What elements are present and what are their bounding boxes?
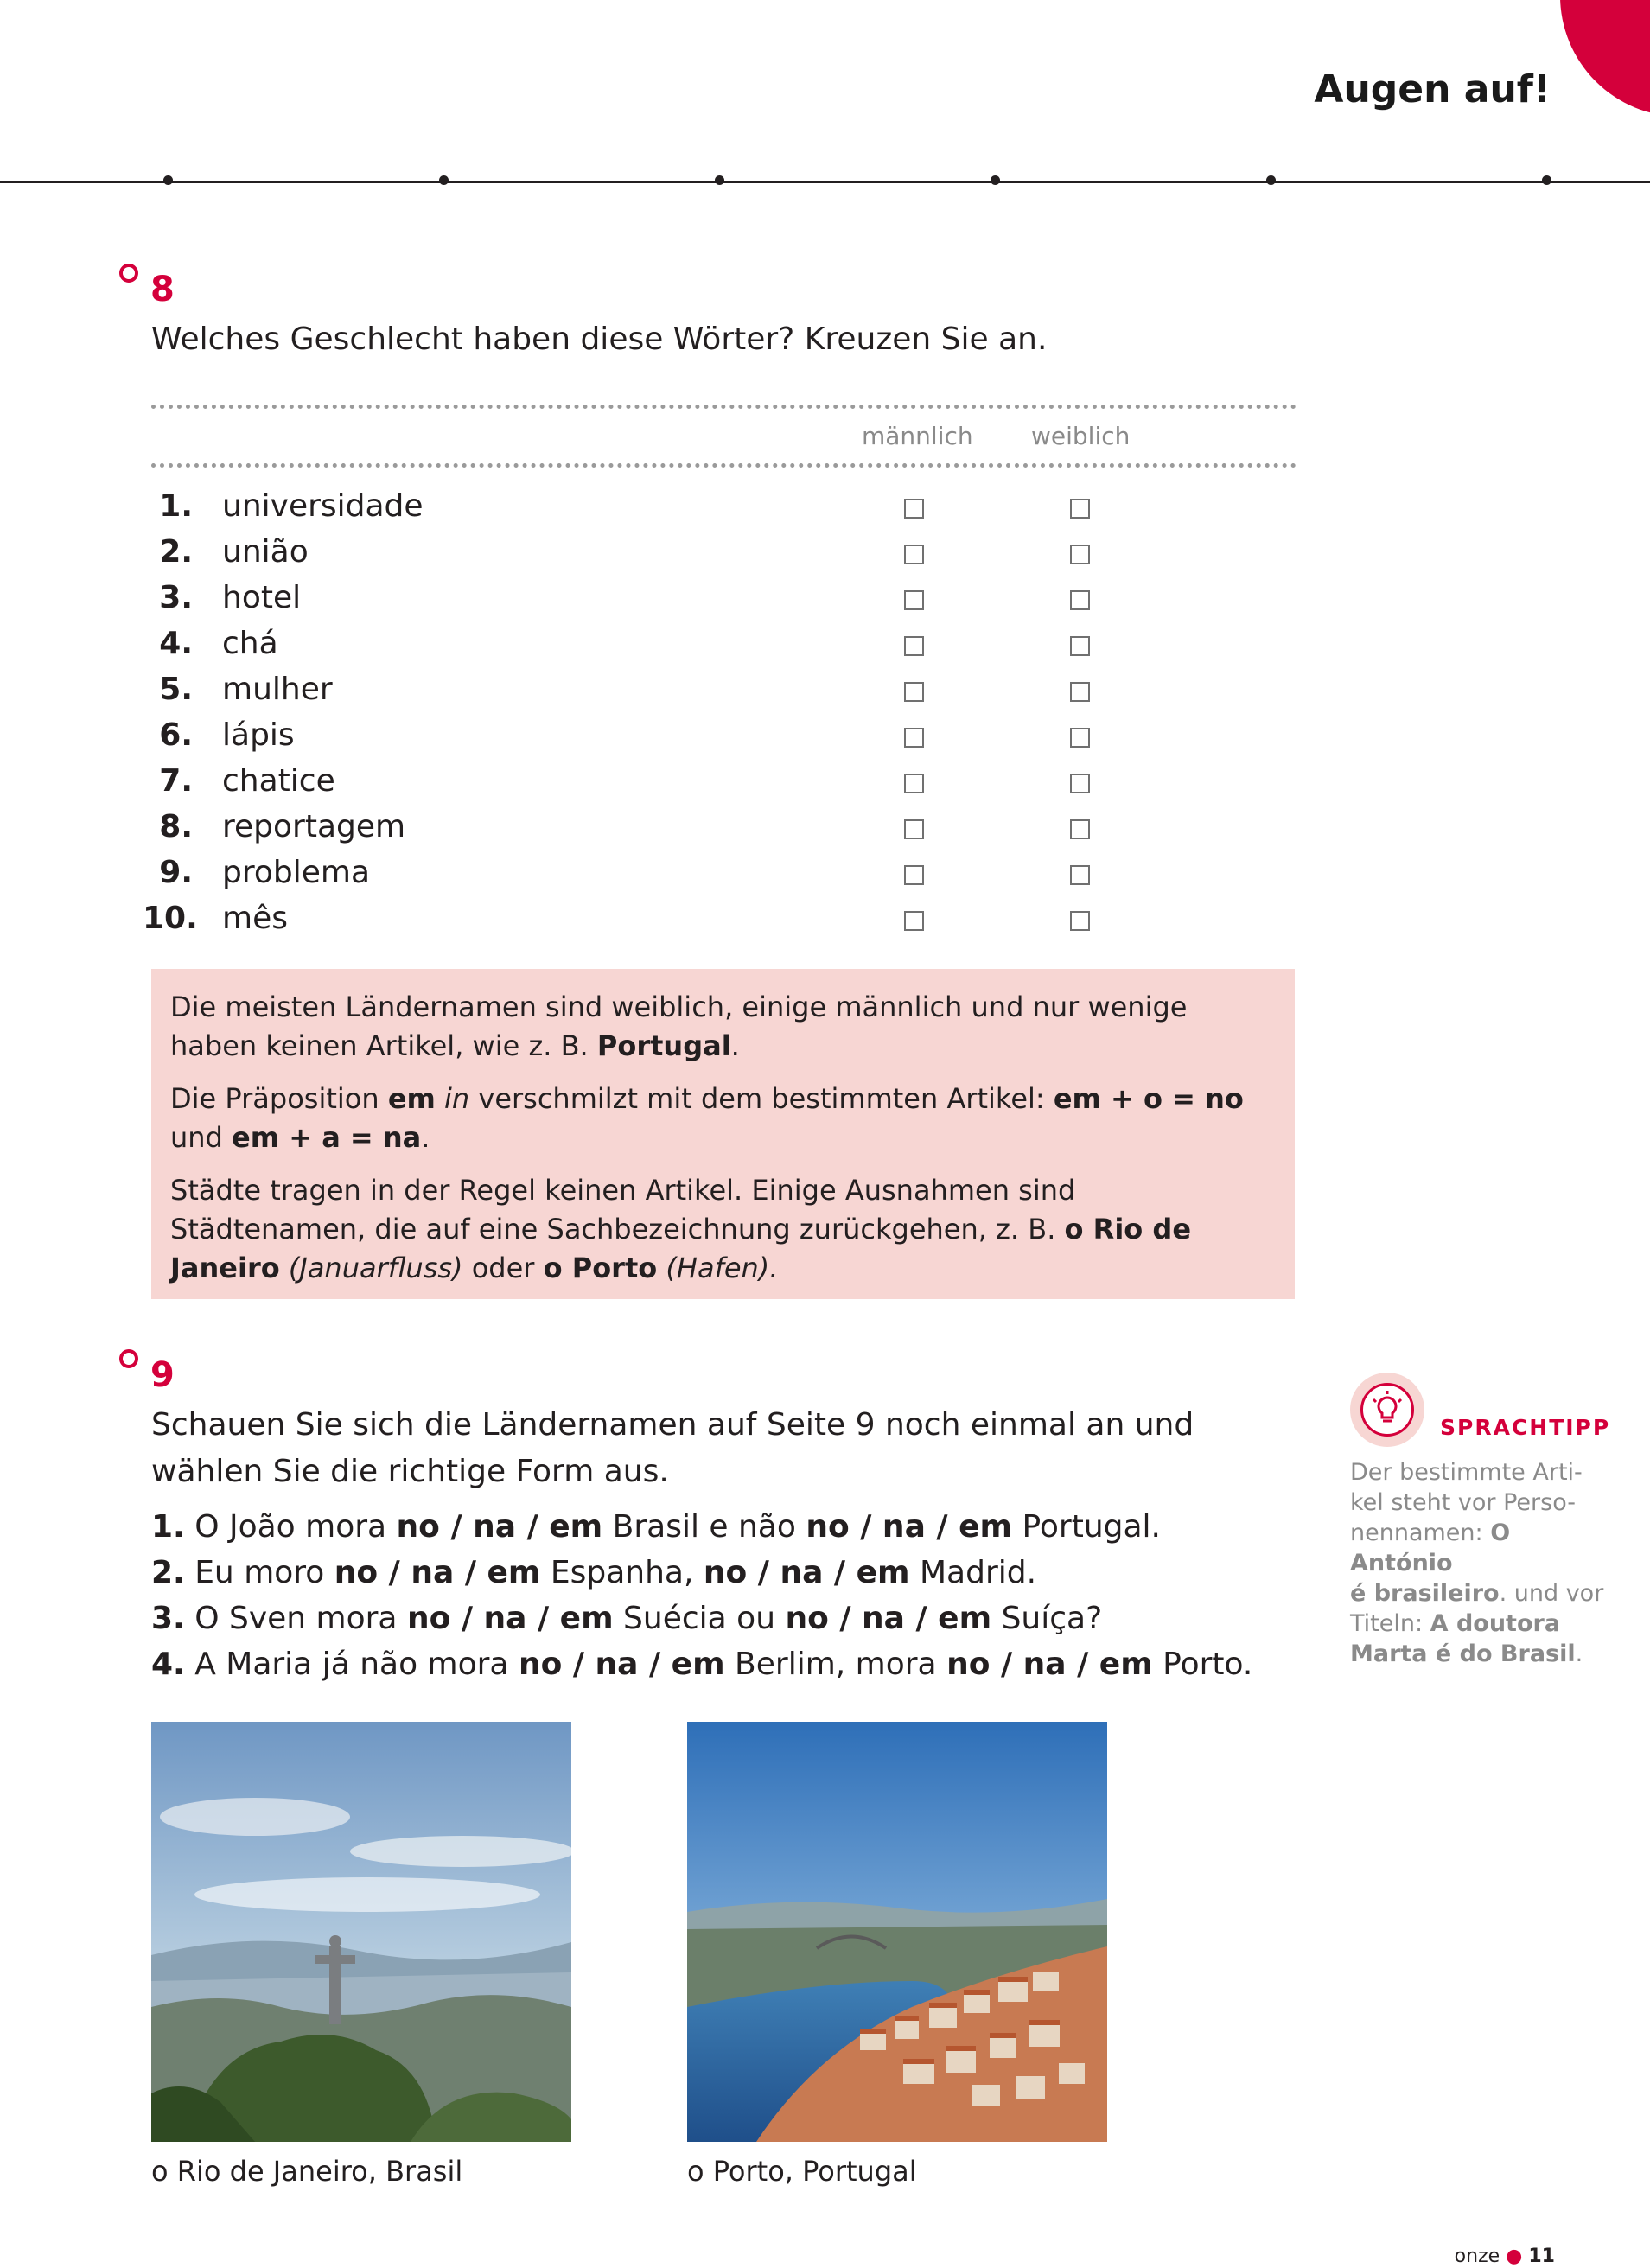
checkbox-female[interactable] xyxy=(1070,774,1090,793)
checkbox-male[interactable] xyxy=(904,636,924,656)
checkbox-female[interactable] xyxy=(1070,728,1090,748)
sentence-part: Madrid. xyxy=(919,1555,1037,1590)
rio-de-janeiro-photo xyxy=(151,1722,571,2142)
item-word: universidade xyxy=(222,488,424,524)
choice-options[interactable]: no / na / em xyxy=(396,1509,603,1545)
exercise-9-item xyxy=(151,1601,1102,1636)
item-number: 9. xyxy=(159,855,193,890)
exercise-9-instruction: Schauen Sie sich die Ländernamen auf Seite 9 noch einmal an und wählen Sie die richtige Form aus. xyxy=(151,1407,1194,1489)
item-number: 4. xyxy=(151,1647,185,1682)
sentence-part: Suíça? xyxy=(1001,1601,1103,1636)
grammar-info-box xyxy=(151,969,1295,1299)
checkbox-female[interactable] xyxy=(1070,590,1090,610)
info-paragraph-3: Städte tragen in der Regel keinen Artikel. Einige Ausnahmen sind Städtenamen, die auf eine Sachbezeichnung zurückgehen, z. B. o Rio de Janeiro (Januarfluss) oder o Porto (Hafen). xyxy=(170,1174,1192,1284)
item-number: 1. xyxy=(151,1509,185,1545)
checkbox-female[interactable] xyxy=(1070,865,1090,885)
footer-dot-icon: ● xyxy=(1506,2246,1523,2267)
rule-dot xyxy=(439,175,449,185)
rule-dot xyxy=(1542,175,1551,185)
checkbox-female[interactable] xyxy=(1070,545,1090,564)
checkbox-male[interactable] xyxy=(904,774,924,793)
checkbox-male[interactable] xyxy=(904,545,924,564)
chapter-title: Augen auf! xyxy=(1314,67,1551,111)
sentence-part: Espanha, xyxy=(550,1555,694,1590)
item-number: 7. xyxy=(159,763,193,799)
sentence-part: Portugal. xyxy=(1022,1509,1161,1545)
choice-options[interactable]: no / na / em xyxy=(518,1647,725,1682)
choice-options[interactable]: no / na / em xyxy=(806,1509,1012,1545)
checkbox-male[interactable] xyxy=(904,682,924,702)
sentence-part: Berlim, mora xyxy=(735,1647,937,1682)
checkbox-male[interactable] xyxy=(904,911,924,931)
choice-options[interactable]: no / na / em xyxy=(946,1647,1153,1682)
rule-dot xyxy=(163,175,173,185)
checkbox-male[interactable] xyxy=(904,819,924,839)
checkbox-male[interactable] xyxy=(904,590,924,610)
item-number: 3. xyxy=(151,1601,185,1636)
exercise-9-number: 9 xyxy=(150,1355,175,1395)
exercise-9-item xyxy=(151,1555,1036,1590)
item-number: 4. xyxy=(159,626,193,661)
header-rule xyxy=(0,181,1650,183)
column-header-female: weiblich xyxy=(1031,422,1131,450)
rio-caption: o Rio de Janeiro, Brasil xyxy=(151,2155,463,2188)
item-word: lápis xyxy=(222,717,295,753)
sentence-part: A Maria já não mora xyxy=(194,1647,509,1682)
info-paragraph-2: Die Präposition em in verschmilzt mit dem bestimmten Artikel: em + o = no und em + a = na. xyxy=(170,1082,1244,1154)
choice-options[interactable]: no / na / em xyxy=(334,1555,541,1590)
tip-text: Der bestimmte Arti- kel steht vor Perso- nennamen: O António é brasileiro. und vor Titeln: A doutora Marta é do Brasil. xyxy=(1350,1459,1604,1667)
item-number: 8. xyxy=(159,809,193,844)
column-header-male: männlich xyxy=(862,422,973,450)
checkbox-female[interactable] xyxy=(1070,682,1090,702)
item-word: união xyxy=(222,534,309,570)
exercise-9-item xyxy=(151,1509,1161,1545)
choice-options[interactable]: no / na / em xyxy=(703,1555,910,1590)
sentence-part: O João mora xyxy=(194,1509,387,1545)
item-word: problema xyxy=(222,855,371,890)
exercise-marker-icon xyxy=(119,264,138,283)
exercise-8-number: 8 xyxy=(150,270,175,309)
item-word: chá xyxy=(222,626,278,661)
item-number: 2. xyxy=(151,1555,185,1590)
info-paragraph-1: Die meisten Ländernamen sind weiblich, einige männlich und nur wenige haben keinen Artikel, wie z. B. Portugal. xyxy=(170,991,1188,1062)
item-word: chatice xyxy=(222,763,335,799)
lightbulb-icon xyxy=(1360,1383,1414,1437)
item-number: 3. xyxy=(159,580,193,615)
item-number: 5. xyxy=(159,672,193,707)
item-word: reportagem xyxy=(222,809,406,844)
checkbox-male[interactable] xyxy=(904,499,924,519)
porto-photo xyxy=(687,1722,1107,2142)
item-number: 6. xyxy=(159,717,193,753)
tip-title: SPRACHTIPP xyxy=(1440,1415,1611,1440)
sentence-part: Eu moro xyxy=(194,1555,325,1590)
rule-dot xyxy=(715,175,724,185)
checkbox-female[interactable] xyxy=(1070,819,1090,839)
item-word: hotel xyxy=(222,580,302,615)
page-word: onze xyxy=(1454,2246,1500,2267)
page-number: 11 xyxy=(1528,2246,1555,2267)
porto-caption: o Porto, Portugal xyxy=(687,2155,917,2188)
item-number: 1. xyxy=(159,488,193,524)
item-number: 2. xyxy=(159,534,193,570)
sentence-part: Suécia ou xyxy=(623,1601,776,1636)
sentence-part: Porto. xyxy=(1163,1647,1253,1682)
checkbox-female[interactable] xyxy=(1070,499,1090,519)
checkbox-male[interactable] xyxy=(904,865,924,885)
rule-dot xyxy=(1266,175,1276,185)
exercise-9-item xyxy=(151,1647,1252,1682)
page-footer xyxy=(1455,2246,1555,2267)
item-word: mês xyxy=(222,901,288,936)
item-number: 10. xyxy=(143,901,198,936)
table-top-divider xyxy=(151,405,1296,409)
exercise-marker-icon xyxy=(119,1349,138,1368)
table-header-divider xyxy=(151,463,1296,468)
rule-dot xyxy=(991,175,1000,185)
checkbox-male[interactable] xyxy=(904,728,924,748)
sentence-part: Brasil e não xyxy=(612,1509,796,1545)
choice-options[interactable]: no / na / em xyxy=(406,1601,614,1636)
checkbox-female[interactable] xyxy=(1070,636,1090,656)
corner-accent-circle xyxy=(1560,0,1650,117)
checkbox-female[interactable] xyxy=(1070,911,1090,931)
item-word: mulher xyxy=(222,672,333,707)
exercise-8-instruction: Welches Geschlecht haben diese Wörter? Kreuzen Sie an. xyxy=(151,322,1048,357)
sentence-part: O Sven mora xyxy=(194,1601,398,1636)
choice-options[interactable]: no / na / em xyxy=(785,1601,992,1636)
